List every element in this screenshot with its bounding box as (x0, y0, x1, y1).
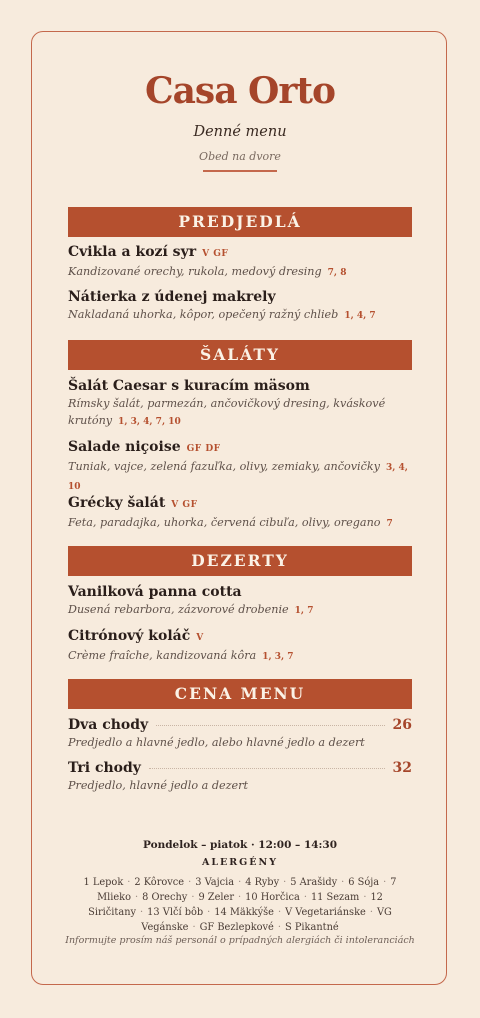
item-name: Citrónový koláč (68, 628, 191, 644)
restaurant-title: Casa Orto (144, 70, 336, 112)
allergen-entry: 11 Sezam (310, 892, 360, 903)
item-name: Salade niçoise (68, 439, 181, 455)
dot-leader (156, 725, 384, 726)
allergy-note: Informujte prosím náš personál o prípadných alergiách či intoleranciách (65, 935, 415, 946)
allergens-title: ALERGÉNY (201, 857, 278, 868)
dot-leader (149, 768, 385, 769)
section-header-set-menu: CENA MENU (68, 679, 412, 709)
item-description: Kandizované orechy, rukola, medový dresing (68, 265, 322, 278)
item-description: Dusená rebarbora, zázvorové drobenie (68, 603, 289, 616)
allergen-entry: 2 Kôrovce (134, 877, 185, 888)
allergen-entry: VG Vegánske (141, 907, 392, 933)
allergen-entry: 3 Vajcia (195, 877, 235, 888)
item-description: Predjedlo a hlavné jedlo, alebo hlavné jedlo a dezert (68, 736, 365, 749)
item-description: Tuniak, vajce, zelená fazuľka, olivy, zemiaky, ančovičky (68, 460, 380, 473)
menu-item (68, 583, 412, 620)
menu-item (68, 288, 412, 325)
item-description: Predjedlo, hlavné jedlo a dezert (68, 779, 248, 792)
allergen-codes: 1, 7 (294, 606, 314, 616)
allergen-entry: S Pikantné (285, 922, 339, 933)
allergen-codes: 1, 3, 4, 7, 10 (118, 417, 181, 427)
allergen-entry: 13 Vlčí bôb (147, 907, 204, 918)
separator-dot: · (283, 877, 287, 888)
separator-dot: · (341, 877, 345, 888)
item-name: Tri chody (68, 760, 141, 776)
section-header-starters: PREDJEDLÁ (68, 207, 412, 237)
separator-dot: · (238, 877, 242, 888)
menu-subtitle: Denné menu (193, 124, 287, 140)
allergen-entry: 8 Orechy (142, 892, 188, 903)
separator-dot: · (127, 877, 131, 888)
menu-item (68, 494, 412, 533)
allergen-entry: 5 Arašidy (290, 877, 338, 888)
allergen-entry: 6 Sója (348, 877, 380, 888)
allergen-codes: 7 (386, 519, 393, 529)
allergen-entry: 9 Zeler (198, 892, 235, 903)
menu-item (68, 243, 412, 282)
opening-hours: Pondelok – piatok · 12:00 – 14:30 (142, 839, 338, 851)
title-divider (203, 170, 277, 172)
item-name: Šalát Caesar s kuracím mäsom (68, 378, 310, 394)
separator-dot: · (188, 877, 192, 888)
allergen-entry: 1 Lepok (83, 877, 124, 888)
allergen-codes: 3, 4, 10 (68, 463, 408, 492)
price-item (68, 759, 412, 794)
allergen-entry: 4 Ryby (245, 877, 280, 888)
separator-dot: · (192, 922, 196, 933)
allergen-legend (64, 875, 416, 935)
allergen-codes: 1, 4, 7 (344, 311, 376, 321)
item-name: Dva chody (68, 717, 149, 733)
item-description: Crème fraîche, kandizovaná kôra (68, 649, 257, 662)
diet-tags: V GF (202, 249, 229, 259)
item-name: Nátierka z údenej makrely (68, 289, 276, 305)
item-description: Nakladaná uhorka, kôpor, opečený ražný chlieb (68, 308, 339, 321)
separator-dot: · (207, 907, 211, 918)
allergen-entry: V Vegetariánske (285, 907, 366, 918)
separator-dot: · (383, 877, 387, 888)
separator-dot: · (238, 892, 242, 903)
diet-tags: V GF (171, 500, 198, 510)
separator-dot: · (277, 922, 281, 933)
price-item (68, 716, 412, 751)
section-header-desserts: DEZERTY (68, 546, 412, 576)
separator-dot: · (363, 892, 367, 903)
menu-item (68, 438, 412, 496)
allergen-entry: 10 Horčica (245, 892, 300, 903)
allergen-codes: 1, 3, 7 (262, 652, 294, 662)
separator-dot: · (369, 907, 373, 918)
allergen-entry: GF Bezlepkové (199, 922, 274, 933)
separator-dot: · (277, 907, 282, 918)
allergen-entry: 12 Siričitany (88, 892, 383, 918)
diet-tags: GF DF (186, 444, 221, 454)
item-name: Vanilková panna cotta (68, 584, 242, 600)
price: 26 (392, 717, 412, 733)
item-description: Feta, paradajka, uhorka, červená cibuľa, olivy, oregano (68, 516, 381, 529)
item-description: Rímsky šalát, parmezán, ančovičkový dresing, kváskové krutóny (68, 397, 386, 427)
allergen-entry: 7 Mlieko (97, 877, 397, 903)
diet-tags: V (196, 633, 204, 643)
allergen-codes: 7, 8 (327, 268, 347, 278)
separator-dot: · (140, 907, 144, 918)
section-header-salads: ŠALÁTY (68, 340, 412, 370)
menu-item (68, 627, 412, 666)
item-name: Cvikla a kozí syr (68, 244, 197, 260)
price: 32 (392, 760, 412, 776)
separator-dot: · (303, 892, 307, 903)
separator-dot: · (135, 892, 139, 903)
separator-dot: · (191, 892, 195, 903)
menu-tagline: Obed na dvore (199, 150, 281, 163)
menu-item (68, 377, 412, 431)
item-name: Grécky šalát (68, 495, 166, 511)
allergen-entry: 14 Mäkkýše (214, 907, 274, 918)
